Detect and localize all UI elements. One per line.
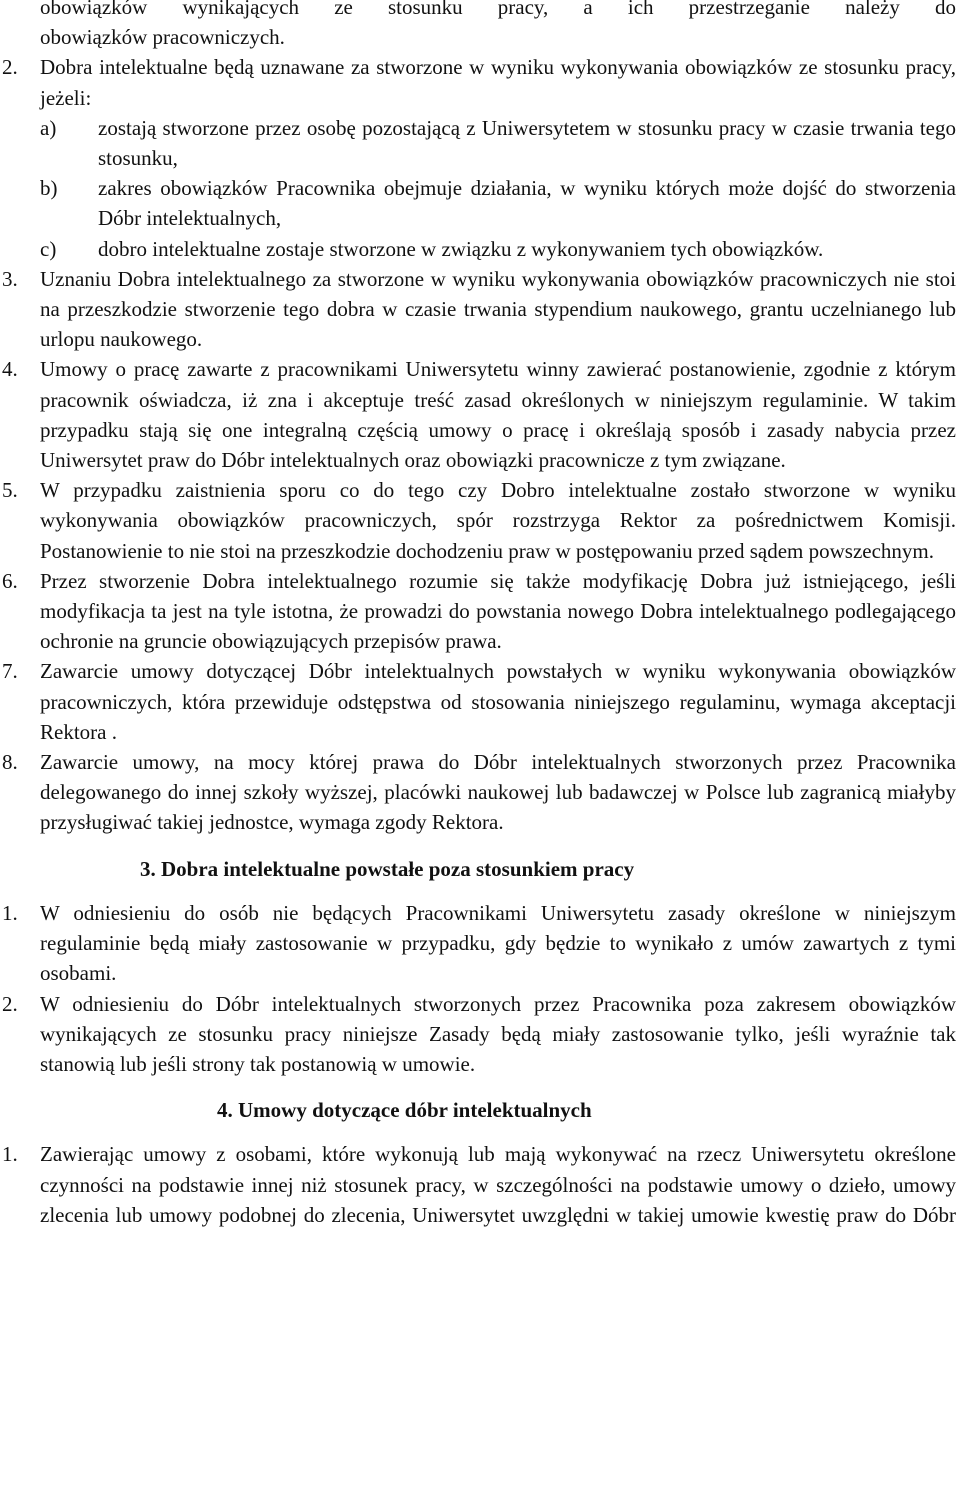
continuation-line: obowiązków pracowniczych. [40,25,285,50]
item-number: 3. [2,266,18,291]
list-item [2,898,956,989]
item-text: W odniesieniu do Dóbr intelektualnych stworzonych przez Pracownika poza zakresem obowiązków wynikających ze stosunku pracy niniejsze Zasady będą miały zastosowanie tylko, jeśli wyraźnie tak stanowią lub jeśli strony tak postanowią w umowie. [40,991,956,1076]
list-item [2,566,956,657]
list-item [2,1139,956,1230]
section-3-items [2,898,956,1079]
item-number: 8. [2,750,18,775]
item-text: Zawarcie umowy dotyczącej Dóbr intelektualnych powstałych w wyniku wykonywania obowiązków pracowniczych, która przewiduje odstępstwa od stosowania niniejszego regulaminu, wymaga akceptacji Rektora . [40,659,956,744]
list-item [2,747,956,838]
sub-item-text: dobro intelektualne zostaje stworzone w związku z wykonywaniem tych obowiązków. [98,236,824,261]
item-number: 1. [2,900,18,925]
section-4-items [2,1139,956,1230]
sub-item [2,234,956,264]
list-item [2,354,956,475]
list-item [2,264,956,355]
sub-item-text: zakres obowiązków Pracownika obejmuje działania, w wyniku których może dojść do stworzenia Dóbr intelektualnych, [98,176,956,231]
continuation-line: obowiązków wynikających ze stosunku pracy, a ich przestrzeganie należy do [40,0,956,19]
item-text: Zawarcie umowy, na mocy której prawa do Dóbr intelektualnych stworzonych przez Pracownika delegowanego do innej szkoły wyższej, placówki naukowej lub badawczej w Polsce lub zagranicą miałyby przysługiwać takiej jednostce, wymaga zgody Rektora. [40,750,956,835]
section-heading [2,854,956,884]
list-item [2,989,956,1080]
list-item [2,52,956,112]
sub-item-text: zostają stworzone przez osobę pozostającą z Uniwersytetem w stosunku pracy w czasie trwania tego stosunku, [98,115,956,171]
section-heading [2,1095,956,1125]
item-text: Przez stworzenie Dobra intelektualnego rozumie się także modyfikację Dobra już istniejącego, jeśli modyfikacja ta jest na tyle istotna, że prowadzi do powstania nowego Dobra intelektualnego podlegającego ochronie na gruncie obowiązujących przepisów prawa. [40,568,956,654]
item-number: 2. [2,55,18,80]
item-number: 7. [2,659,18,684]
sub-item [2,173,956,233]
sub-item-letter: b) [40,176,58,201]
list-item [2,475,956,566]
section-heading-text: 3. Dobra intelektualne powstałe poza stosunkiem pracy [140,856,635,881]
continuation-paragraph [2,0,956,52]
sub-item-letter: c) [40,236,57,261]
sub-item [2,113,956,173]
item-number: 2. [2,991,18,1016]
item-number: 4. [2,357,18,382]
item-number: 6. [2,568,18,593]
item-text: Umowy o pracę zawarte z pracownikami Uniwersytetu winny zawierać postanowienie, zgodnie z którym pracownik oświadcza, iż zna i akceptuje treść zasad określonych w niniejszym regulaminie. W takim przypadku stają się one integralną częścią umowy o pracę i określają sposób i zasady nabycia przez Uniwersytet praw do Dóbr intelektualnych oraz obowiązki pracownicze z tym związane. [40,357,956,473]
item-text: Dobra intelektualne będą uznawane za stworzone w wyniku wykonywania obowiązków ze stosunku pracy, jeżeli: [40,55,956,110]
item-text: W przypadku zaistnienia sporu co do tego czy Dobro intelektualne zostało stworzone w wyniku wykonywania obowiązków pracowniczych, spór rozstrzyga Rektor za pośrednictwem Komisji. Postanowienie to nie stoi na przeszkodzie dochodzeniu praw w postępowaniu przed sądem powszechnym. [40,478,956,563]
item-text: Uznaniu Dobra intelektualnego za stworzone w wyniku wykonywania obowiązków pracowniczych nie stoi na przeszkodzie stworzenie tego dobra w czasie trwania stypendium naukowego, grantu uczelnianego lub urlopu naukowego. [40,266,956,352]
item-text: W odniesieniu do osób nie będących Pracownikami Uniwersytetu zasady określone w niniejszym regulaminie będą miały zastosowanie w przypadku, gdy będzie to wynikało z umów zawartych z tymi osobami. [40,900,956,986]
item-number: 1. [2,1142,18,1167]
item-number: 5. [2,478,18,503]
item-text: Zawierając umowy z osobami, które wykonują lub mają wykonywać na rzecz Uniwersytetu określone czynności na podstawie innej niż stosunek pracy, w szczególności na podstawie umowy o dzieło, umowy zlecenia lub umowy podobnej do zlecenia, Uniwersytet uwzględni w takiej umowie kwestię praw do Dóbr [40,1142,956,1227]
list-item [2,656,956,747]
section-heading-text: 4. Umowy dotyczące dóbr intelektualnych [217,1098,592,1123]
section-employment-items [2,52,956,837]
sub-item-letter: a) [40,115,57,140]
